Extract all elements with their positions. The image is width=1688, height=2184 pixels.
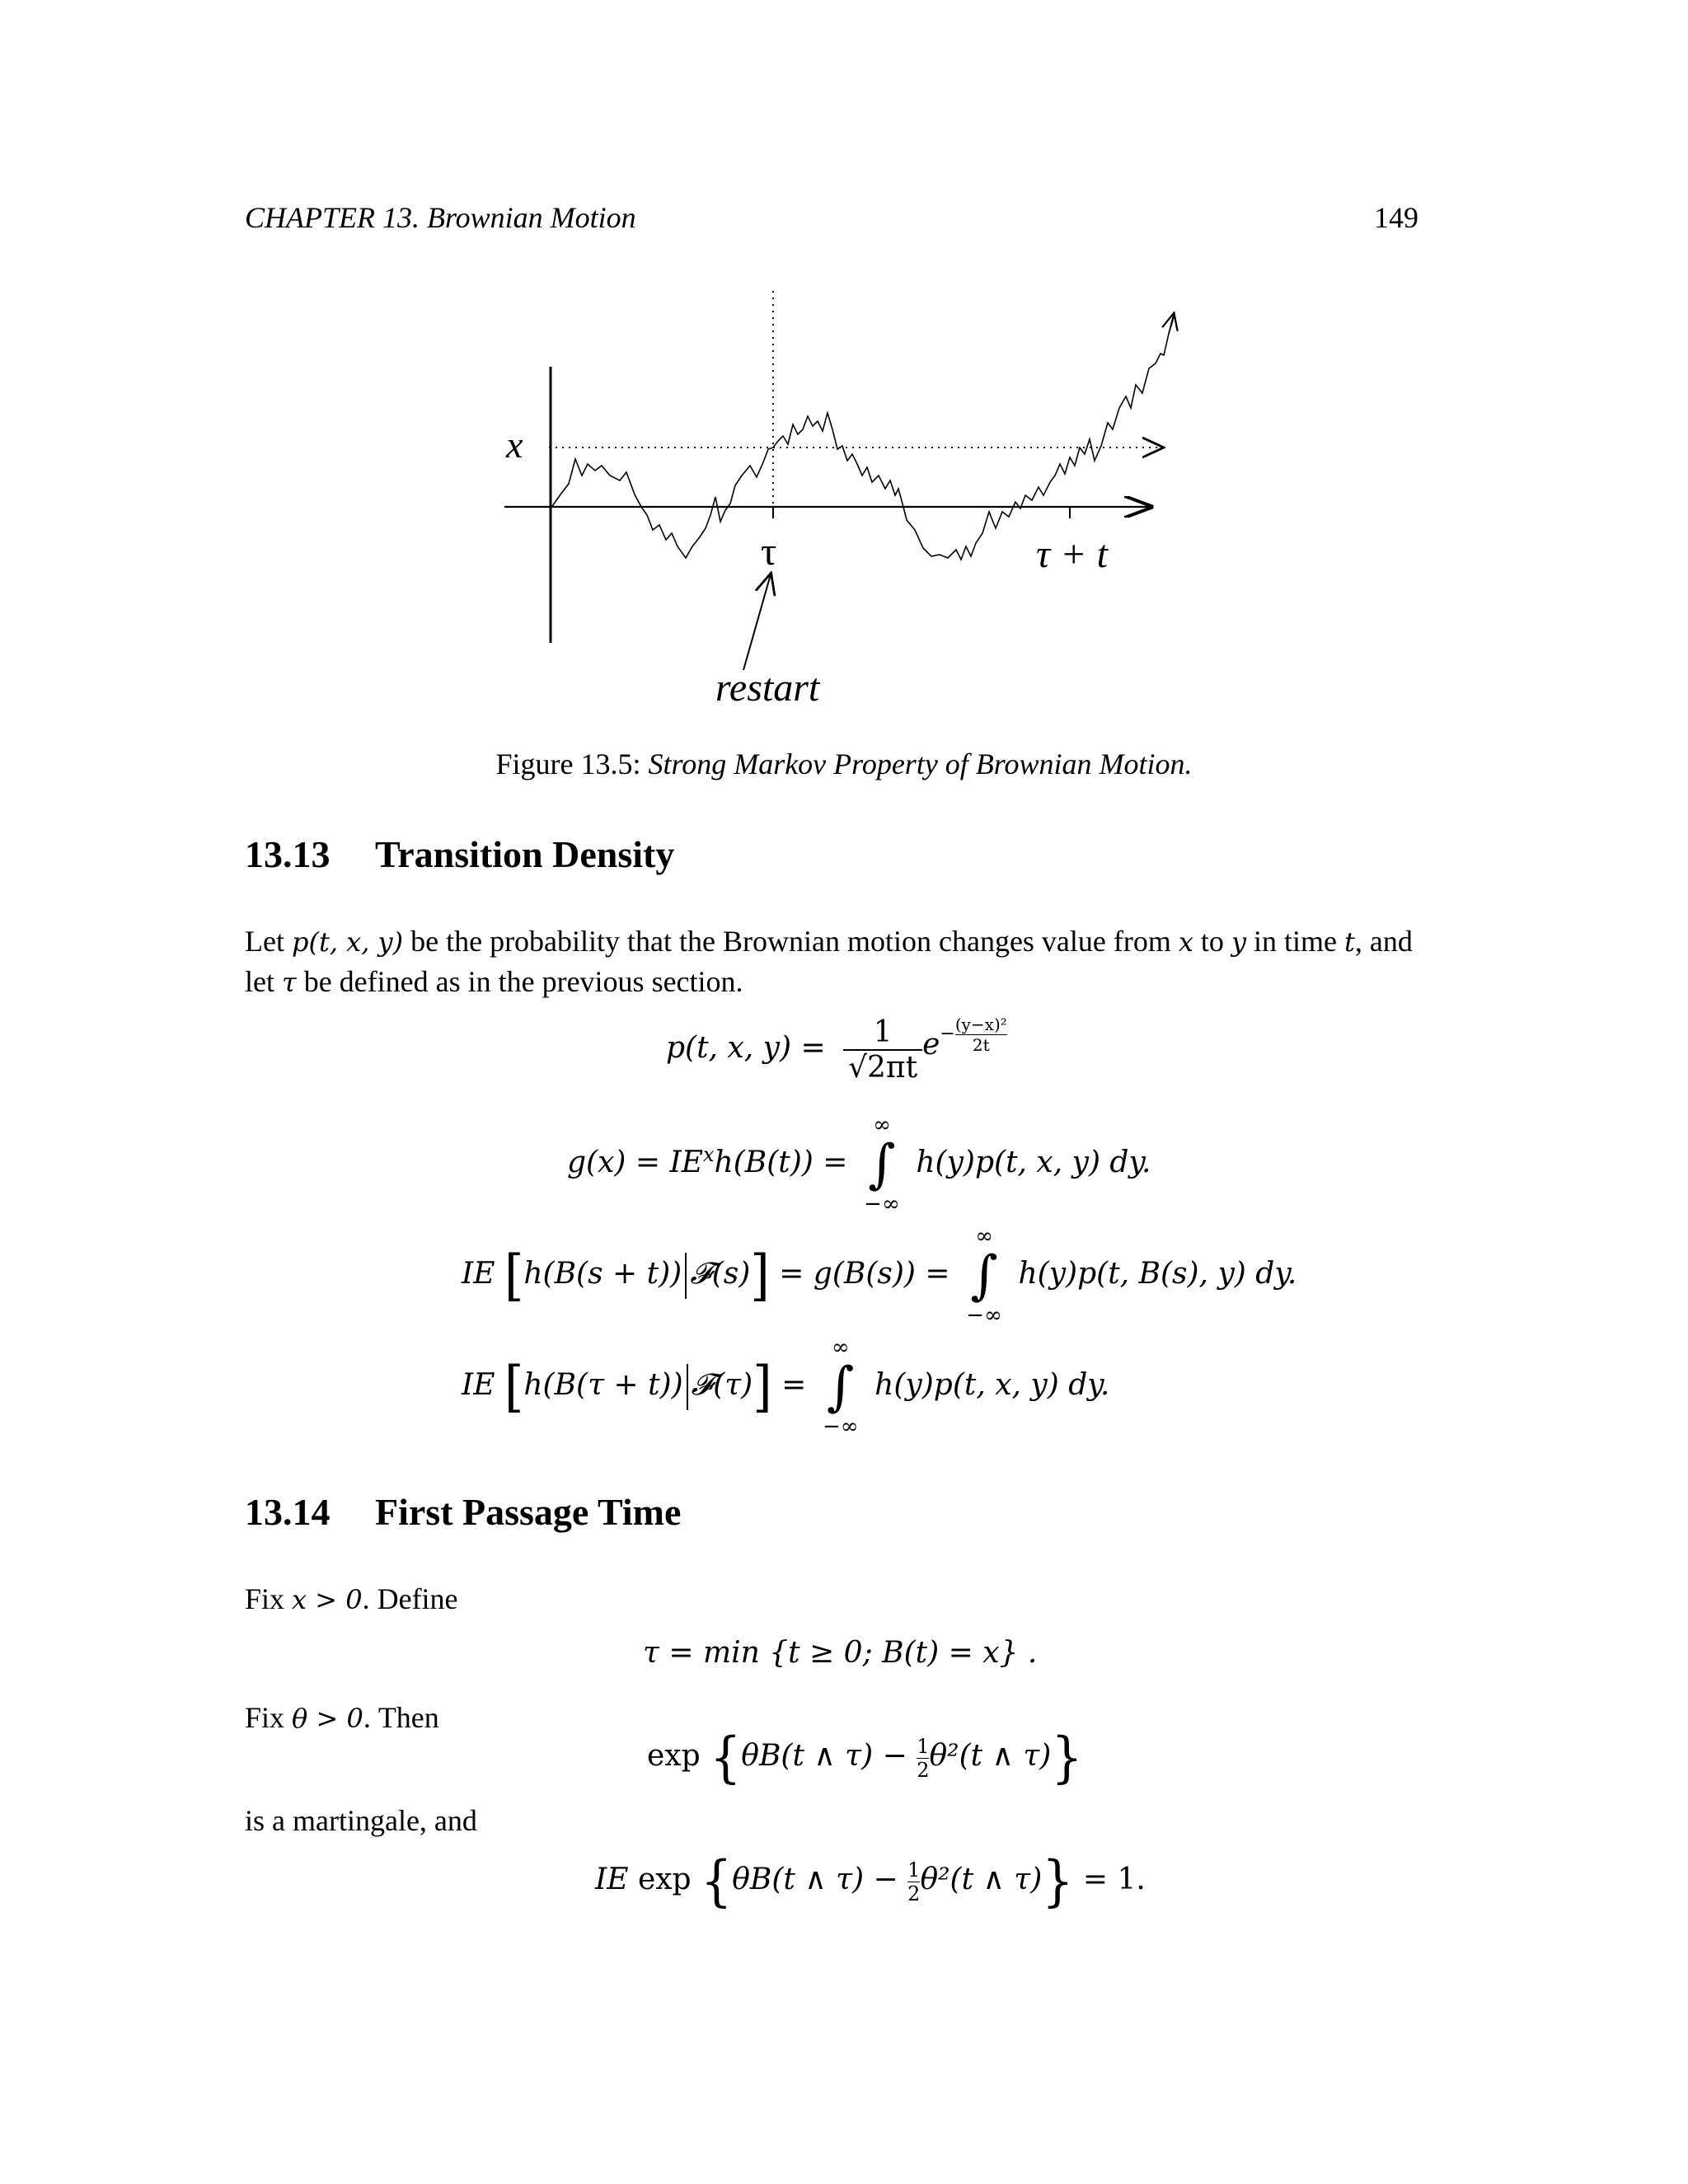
eq-part: θ²(t ∧ τ)	[929, 1739, 1052, 1773]
eq-body: τ = min {t ≥ 0; B(t) = x} .	[643, 1636, 1038, 1670]
eq-part: θB(t ∧ τ) −	[741, 1739, 907, 1773]
section-number: 13.13	[245, 833, 331, 875]
equation-expectation-one	[595, 1849, 1146, 1914]
text-run: be the probability that the Brownian motion changes value from	[403, 925, 1179, 958]
math-inline: x	[1178, 926, 1193, 958]
integral-sign: ∫	[827, 1357, 855, 1418]
left-brace: {	[710, 1726, 742, 1790]
text-run: be defined as in the previous section.	[296, 965, 743, 998]
lower-limit: −∞	[966, 1303, 1002, 1328]
lower-limit: −∞	[822, 1414, 859, 1439]
restart-arrow	[743, 574, 771, 670]
numerator: 1	[843, 1015, 922, 1051]
text-run: let	[245, 965, 282, 998]
integral-sign: ∫	[868, 1134, 896, 1195]
fraction	[843, 1015, 922, 1085]
eq-mid: = g(B(s)) =	[779, 1257, 950, 1291]
equation-conditional-expectation-tau	[462, 1335, 1109, 1439]
equation-tau-definition	[643, 1636, 1037, 1670]
integral	[857, 1113, 907, 1216]
math-inline: θ > 0	[292, 1703, 363, 1734]
bracket-inner: 𝓕(τ)	[691, 1368, 753, 1402]
right-brace: }	[1042, 1849, 1074, 1914]
caption-text: Strong Markov Property of Brownian Motion.	[648, 748, 1193, 780]
text-run: to	[1193, 925, 1231, 958]
label-x: x	[506, 424, 523, 466]
integral	[816, 1335, 865, 1439]
expectation-symbol: IE	[669, 1146, 703, 1179]
text-run: Fix	[245, 1582, 293, 1615]
bracket-inner: 𝓕(s)	[690, 1257, 751, 1291]
integral	[959, 1224, 1009, 1328]
running-title: CHAPTER 13. Brownian Motion	[245, 201, 636, 234]
text-run: in time	[1246, 925, 1345, 958]
denominator: 2	[907, 1882, 921, 1905]
eq-lhs: g(x) =	[567, 1146, 670, 1179]
section-number: 13.14	[245, 1491, 331, 1533]
expectation-symbol: IE	[462, 1368, 495, 1402]
label-tau-plus-t: τ + t	[1036, 532, 1108, 576]
integral-sign: ∫	[970, 1245, 998, 1306]
conditional-bar	[685, 1253, 687, 1299]
upper-limit: ∞	[975, 1224, 993, 1249]
text-run: . Define	[362, 1582, 458, 1615]
lower-limit: −∞	[864, 1192, 900, 1216]
left-brace: {	[701, 1849, 733, 1914]
fix-x-line	[245, 1579, 1448, 1619]
text-run: . Then	[363, 1701, 439, 1734]
math-inline: x > 0	[292, 1584, 363, 1615]
left-bracket: [	[504, 1244, 524, 1308]
upper-limit: ∞	[873, 1113, 891, 1137]
text-run: , and	[1354, 925, 1413, 958]
label-tau: τ	[761, 530, 777, 574]
eq-part: θ²(t ∧ τ)	[920, 1863, 1043, 1896]
text-run: Fix	[245, 1701, 293, 1734]
eq-tail: = 1.	[1082, 1863, 1146, 1896]
bracket-inner: h(B(s + t))	[523, 1257, 682, 1291]
eq-part: θB(t ∧ τ) −	[732, 1863, 898, 1896]
math-inline: t	[1344, 926, 1355, 958]
denominator: 2t	[972, 1034, 990, 1055]
brownian-path	[551, 317, 1174, 560]
equation-exponential-martingale	[647, 1726, 1083, 1790]
expectation-symbol: IE	[595, 1863, 629, 1896]
expectation-symbol: IE	[462, 1257, 495, 1291]
caption-prefix: Figure 13.5:	[495, 748, 649, 780]
right-bracket: ]	[753, 1355, 772, 1419]
eq-lhs: p(t, x, y) =	[666, 1031, 826, 1065]
minus-sign: −	[940, 1024, 955, 1044]
right-bracket: ]	[750, 1244, 770, 1308]
half-fraction	[917, 1735, 929, 1782]
figure-caption	[0, 747, 1688, 781]
math-inline: τ	[281, 967, 297, 998]
intro-paragraph	[245, 921, 1448, 1002]
right-brace: }	[1051, 1726, 1083, 1790]
bracket-inner: h(B(τ + t))	[523, 1368, 683, 1402]
numerator: 1	[907, 1858, 921, 1882]
numerator: (y−x)²	[954, 1014, 1007, 1034]
exp-operator: exp	[647, 1739, 701, 1773]
denominator: √2πt	[848, 1051, 918, 1085]
equation-transition-density	[666, 1015, 1007, 1085]
exponent-fraction	[955, 1015, 1007, 1055]
exp-operator: exp	[637, 1863, 692, 1896]
equation-g-x	[567, 1113, 1151, 1216]
left-bracket: [	[504, 1355, 524, 1419]
text-run: Let	[245, 925, 292, 958]
eq-mid: h(B(t)) =	[714, 1146, 848, 1179]
section-title: Transition Density	[375, 833, 675, 875]
martingale-line: is a martingale, and	[245, 1804, 477, 1837]
math-inline: y	[1231, 926, 1247, 958]
numerator: 1	[917, 1734, 930, 1758]
eq-rhs: h(y)p(t, x, y) dy.	[874, 1368, 1110, 1402]
denominator: 2	[917, 1758, 930, 1782]
eq-rhs: h(y)p(t, B(s), y) dy.	[1018, 1257, 1297, 1291]
page-number: 149	[1374, 201, 1418, 234]
equation-conditional-expectation-s	[462, 1224, 1296, 1328]
math-inline: p(t, x, y)	[291, 926, 404, 958]
section-heading-first-passage-time	[245, 1490, 681, 1534]
half-fraction	[907, 1858, 920, 1905]
upper-limit: ∞	[831, 1335, 850, 1360]
section-title: First Passage Time	[375, 1491, 682, 1533]
exp-base: e	[922, 1028, 940, 1062]
conditional-bar	[687, 1364, 688, 1410]
brownian-figure	[478, 284, 1220, 721]
path-end-arrow	[1169, 314, 1174, 334]
exponent	[940, 1014, 1007, 1055]
eq-rhs: h(y)p(t, x, y) dy.	[916, 1146, 1151, 1179]
label-restart: restart	[715, 666, 820, 710]
section-heading-transition-density	[245, 832, 674, 876]
superscript: x	[703, 1143, 715, 1166]
eq-mid: =	[781, 1368, 807, 1402]
